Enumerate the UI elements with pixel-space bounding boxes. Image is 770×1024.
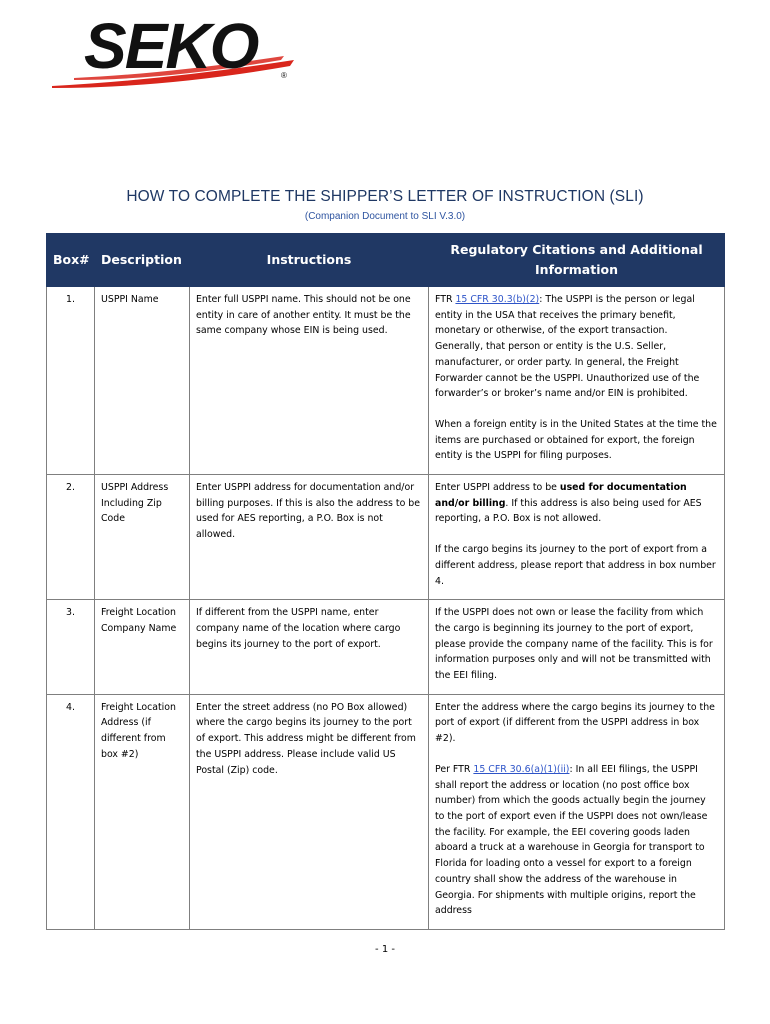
row-regulatory <box>429 694 725 929</box>
row-box-number: 3. <box>47 600 95 695</box>
row-instructions: Enter full USPPI name. This should not be one entity in care of another entity. It must be the same company whose EIN is being used. <box>190 287 429 475</box>
row-instructions: Enter USPPI address for documentation and/or billing purposes. If this is also the address to be used for AES reporting, a P.O. Box is not allowed. <box>190 475 429 600</box>
citation-text: Enter USPPI address to be <box>435 482 560 494</box>
page-number: - 1 - <box>375 944 395 955</box>
citation-bold-text: used for documentation and/or billing <box>435 482 687 509</box>
citation-paragraph: When a foreign entity is in the United States at the time the items are purchased or obtained for export, the foreign entity is the USPPI for filing purposes. <box>435 418 717 462</box>
instructions-table-wrapper <box>46 233 726 935</box>
document-subtitle: (Companion Document to SLI V.3.0) <box>304 211 466 222</box>
row-box-number: 1. <box>47 287 95 475</box>
row-regulatory <box>429 475 725 600</box>
instructions-table <box>46 233 725 930</box>
citation-paragraph: Enter the address where the cargo begins its journey to the port of export (if different from the USPPI address in box #2). <box>435 701 715 745</box>
citation-prefix: Per FTR <box>435 763 474 775</box>
row-instructions: Enter the street address (no PO Box allowed) where the cargo begins its journey to the port of export. This address might be different from the USPPI address. Please include valid US Postal (Zip) code. <box>190 694 429 929</box>
table-header-row <box>47 234 725 287</box>
row-regulatory <box>429 600 725 695</box>
header-box: Box# <box>47 234 95 287</box>
table-row <box>47 475 725 600</box>
citation-prefix: FTR <box>435 294 456 305</box>
row-regulatory <box>429 287 725 475</box>
citation-paragraph: If the USPPI does not own or lease the facility from which the cargo is beginning its journey to the port of export, please provide the company name of the facility. This is for information purposes only and will not be transmitted with the EEI filing. <box>435 607 713 682</box>
svg-text:SEKO: SEKO <box>84 10 258 82</box>
citation-text: : In all EEI filings, the USPPI shall report the address or location (no post office box number) from which the goods actually begin the journey to the port of export even if the USPPI does not own/lease the facility. For example, the EEI covering goods laden aboard a truck at a warehouse in Georgia for transport to Florida for loading onto a vessel for export to a foreign country shall show the address of the warehouse in Georgia. For shipments with multiple origins, report the address <box>435 763 708 917</box>
table-row <box>47 600 725 695</box>
row-description: USPPI Address Including Zip Code <box>95 475 190 600</box>
cfr-30-6-link[interactable]: 15 CFR 30.6(a)(1)(ii) <box>473 763 570 775</box>
citation-text: . If this address is also being used for AES reporting, a P.O. Box is not allowed. <box>435 497 702 525</box>
header-regulatory: Regulatory Citations and Additional Information <box>429 234 725 287</box>
citation-paragraph: If the cargo begins its journey to the port of export from a different address, please report that address in box number 4. <box>435 544 716 587</box>
cfr-30-3-link[interactable]: 15 CFR 30.3(b)(2) <box>455 294 540 305</box>
row-description: USPPI Name <box>95 287 190 475</box>
document-title: HOW TO COMPLETE THE SHIPPER’S LETTER OF INSTRUCTION (SLI) <box>126 188 644 205</box>
citation-text: : The USPPI is the person or legal entity in the USA that receives the primary benefit, monetary or otherwise, of the export transaction. Generally, that person or entity is the U.S. Seller, manufacturer, or order party. In general, the Freight Forwarder cannot be the USPPI. Unauthorized use of the forwarder’s or broker’s name and/or EIN is prohibited. <box>435 294 700 400</box>
svg-text:®: ® <box>281 71 287 80</box>
table-row <box>47 287 725 475</box>
header-instructions: Instructions <box>190 234 429 287</box>
row-description: Freight Location Company Name <box>95 600 190 695</box>
table-row <box>47 694 725 929</box>
row-box-number: 2. <box>47 475 95 600</box>
row-description: Freight Location Address (if different from box #2) <box>95 694 190 929</box>
seko-logo <box>44 8 304 93</box>
row-instructions: If different from the USPPI name, enter company name of the location where cargo begins its journey to the port of export. <box>190 600 429 695</box>
row-box-number: 4. <box>47 694 95 929</box>
header-description: Description <box>95 234 190 287</box>
